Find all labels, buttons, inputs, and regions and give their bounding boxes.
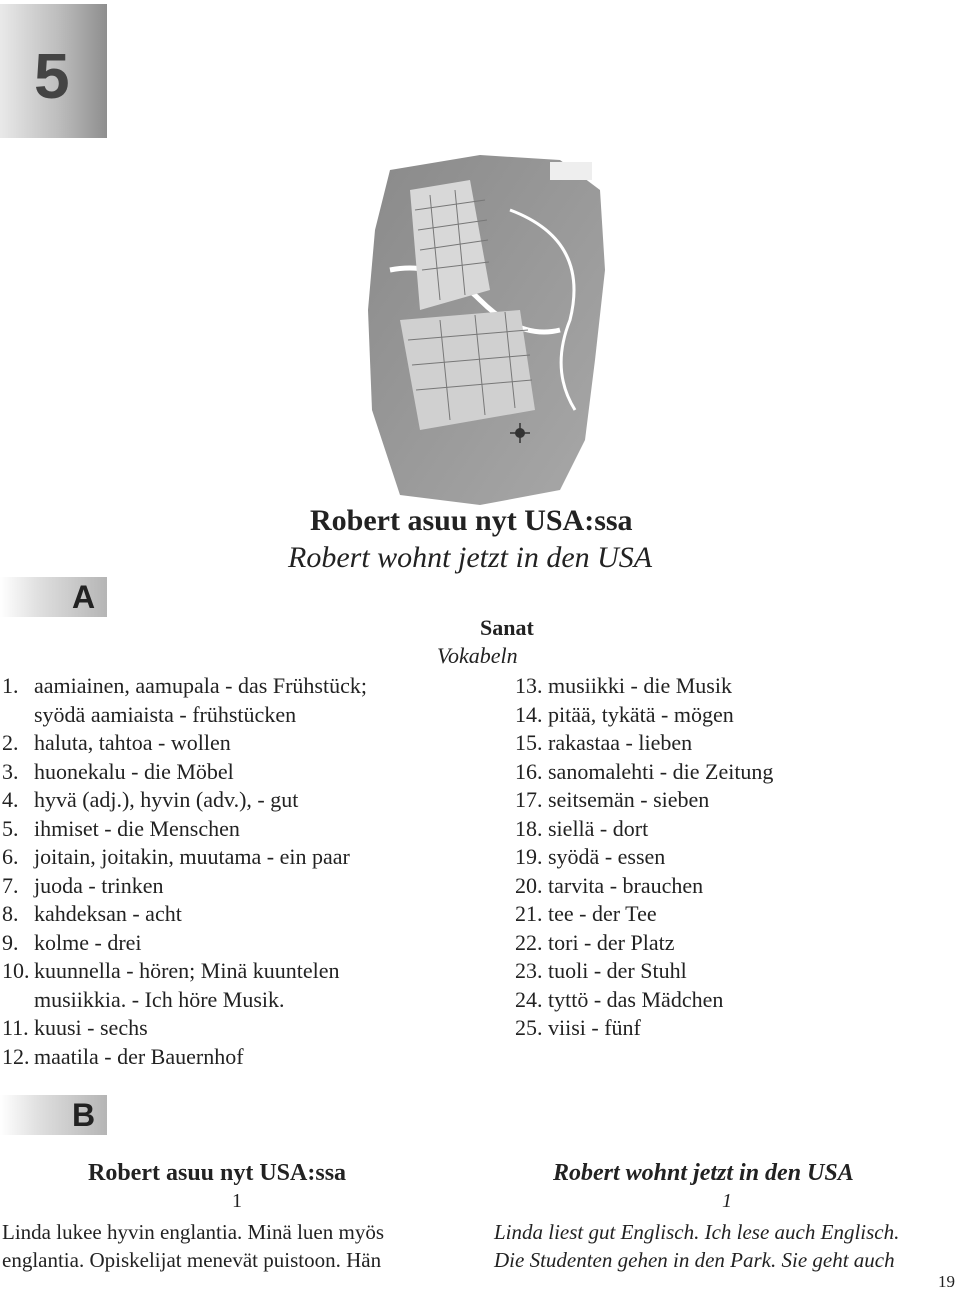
list-item xyxy=(2,1014,367,1043)
item-text: kuunnella - hören; Minä kuuntelen xyxy=(34,958,340,983)
lesson-title-de: Robert wohnt jetzt in den USA xyxy=(288,541,653,574)
section-b-tab xyxy=(0,1095,107,1135)
vocab-list-right xyxy=(515,672,773,1043)
list-item: 24. tyttö - das Mädchen xyxy=(515,986,724,1012)
item-number: 4. xyxy=(2,787,19,812)
vocab-list-left xyxy=(2,672,367,1071)
item-text: ihmiset - die Menschen xyxy=(34,815,240,841)
text-line: englantia. Opiskelijat menevät puistoon. Hän xyxy=(2,1248,382,1272)
item-text: kuusi - sechs xyxy=(34,1015,148,1040)
item-number: 7. xyxy=(2,872,19,898)
item-text: haluta, tahtoa - wollen xyxy=(34,730,231,755)
city-map-illustration xyxy=(360,150,610,510)
list-item xyxy=(2,843,367,872)
list-item: 23. tuoli - der Stuhl xyxy=(515,958,687,983)
paragraph-number-de: 1 xyxy=(722,1190,732,1212)
item-number: 9. xyxy=(2,929,19,955)
list-item: 16. sanomalehti - die Zeitung xyxy=(515,758,774,784)
item-number: 1. xyxy=(2,673,19,698)
list-item xyxy=(2,786,367,815)
item-text: juoda - trinken xyxy=(34,872,164,898)
list-item xyxy=(2,957,367,986)
section-b-title-de: Robert wohnt jetzt in den USA xyxy=(553,1160,854,1186)
list-item: 17. seitsemän - sieben xyxy=(515,787,710,812)
page-number: 19 xyxy=(938,1272,955,1291)
list-item xyxy=(2,758,367,787)
section-a-label: A xyxy=(72,579,96,615)
item-text: joitain, joitakin, muutama - ein paar xyxy=(34,844,350,869)
item-number: 2. xyxy=(2,730,19,755)
list-item xyxy=(2,1043,367,1072)
text-line: Linda lukee hyvin englantia. Minä luen myös xyxy=(2,1220,384,1244)
list-item: 15. rakastaa - lieben xyxy=(515,730,693,755)
list-item xyxy=(2,900,367,929)
list-item: 19. syödä - essen xyxy=(515,844,666,869)
lesson-title-fi: Robert asuu nyt USA:ssa xyxy=(310,504,633,537)
item-number: 10. xyxy=(2,958,30,983)
item-text: syödä aamiaista - frühstücken xyxy=(34,701,297,727)
list-item: 21. tee - der Tee xyxy=(515,901,657,926)
list-item: 18. siellä - dort xyxy=(515,815,649,841)
list-item: 22. tori - der Platz xyxy=(515,929,675,955)
item-text: hyvä (adj.), hyvin (adv.), - gut xyxy=(34,787,299,812)
list-item xyxy=(2,929,367,958)
item-number: 8. xyxy=(2,901,19,926)
item-text: kahdeksan - acht xyxy=(34,901,182,926)
text-line: Die Studenten gehen in den Park. Sie geht auch xyxy=(494,1248,895,1272)
vocab-heading: Sanat xyxy=(480,615,534,640)
item-text: aamiainen, aamupala - das Frühstück; xyxy=(34,673,367,698)
item-number: 5. xyxy=(2,815,19,841)
item-number: 11. xyxy=(2,1015,29,1040)
list-item: 20. tarvita - brauchen xyxy=(515,872,704,898)
chapter-number: 5 xyxy=(34,40,70,112)
section-b-label: B xyxy=(72,1097,96,1133)
list-item xyxy=(2,815,367,844)
item-number: 3. xyxy=(2,758,19,784)
list-item xyxy=(2,729,367,758)
item-text: maatila - der Bauernhof xyxy=(34,1043,244,1069)
list-item xyxy=(2,672,367,701)
section-a-tab xyxy=(0,577,107,617)
item-number: 6. xyxy=(2,844,19,869)
item-number: 12. xyxy=(2,1043,30,1069)
text-line: Linda liest gut Englisch. Ich lese auch Englisch. xyxy=(494,1220,900,1244)
section-b-title-fi: Robert asuu nyt USA:ssa xyxy=(88,1160,347,1186)
reading-text-fi xyxy=(2,1218,442,1274)
item-text: kolme - drei xyxy=(34,929,142,955)
list-item: 14. pitää, tykätä - mögen xyxy=(515,701,734,727)
list-item xyxy=(2,872,367,901)
list-item: 25. viisi - fünf xyxy=(515,1015,641,1040)
list-item: 13. musiikki - die Musik xyxy=(515,673,732,698)
list-item xyxy=(2,701,367,730)
vocab-subheading: Vokabeln xyxy=(437,643,518,668)
reading-text-de xyxy=(494,1218,960,1274)
paragraph-number-fi: 1 xyxy=(232,1190,242,1212)
list-item xyxy=(2,986,367,1015)
item-text: musiikkia. - Ich höre Musik. xyxy=(34,986,285,1012)
item-text: huonekalu - die Möbel xyxy=(34,758,234,784)
chapter-tab xyxy=(0,4,107,138)
